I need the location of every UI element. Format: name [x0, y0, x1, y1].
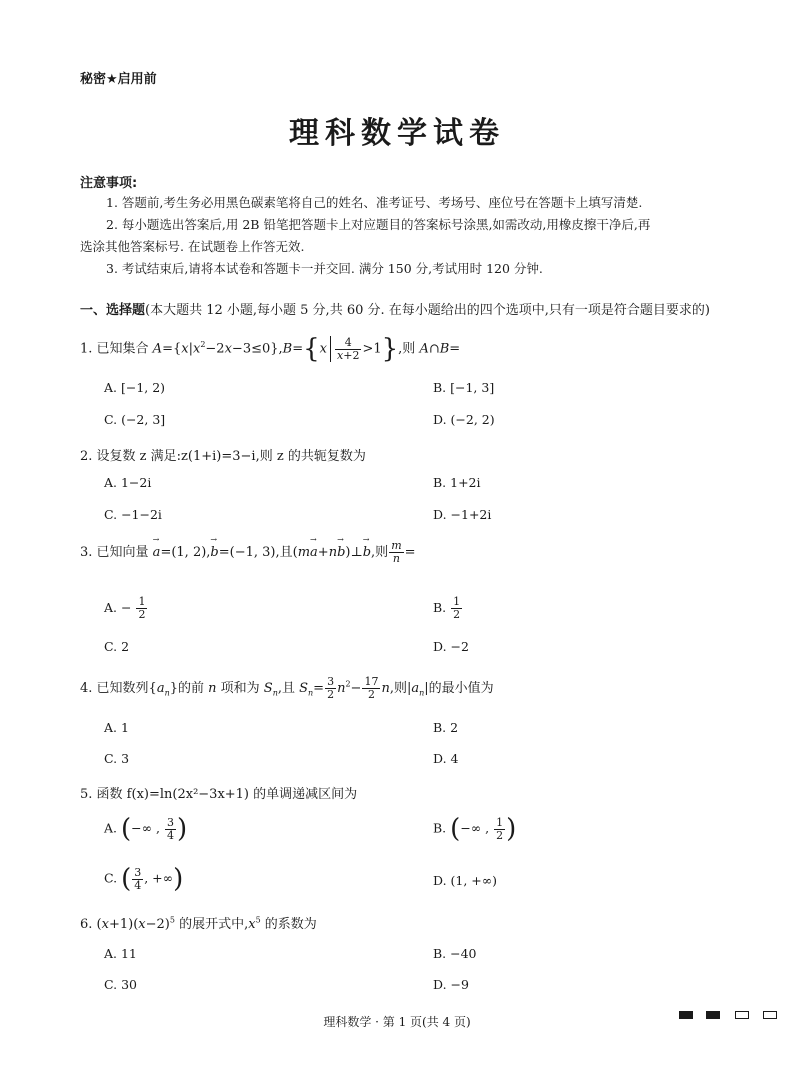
notice-item-1: 1. 答题前,考生务必用黑色碳素笔将自己的姓名、准考证号、考场号、座位号在答题卡上填写清楚.: [106, 195, 643, 210]
question-5-option-d: D. (1, +∞): [433, 873, 498, 888]
question-number: 5.: [80, 787, 93, 802]
question-2-option-b: B. 1+2i: [433, 475, 481, 490]
question-4-option-a: A. 1: [104, 720, 129, 735]
question-4-option-b: B. 2: [433, 720, 459, 735]
question-1-stem: 1. 已知集合 $A=\{x|x^2-2x-3\le 0\},B=\{x$ $\frac{4}{x+2}$ >1},则 A∩B=: [80, 334, 461, 364]
question-5-option-a: A. (−∞ , $\frac{3}{4}$ ): [104, 814, 188, 844]
question-2-option-d: D. −1+2i: [433, 507, 492, 522]
question-6-option-b: B. −40: [433, 946, 477, 961]
notice-heading: 注意事项:: [80, 176, 138, 191]
question-number: 2.: [80, 449, 93, 464]
question-number: 6.: [80, 917, 93, 932]
notice-item-2: 2. 每小题选出答案后,用 2B 铅笔把答题卡上对应题目的答案标号涂黑,如需改动,用橡皮擦干净后,再: [106, 217, 651, 232]
question-number: 1.: [80, 341, 93, 357]
section-desc: (本大题共 12 小题,每小题 5 分,共 60 分. 在每小题给出的四个选项中,只有一项是符合题目要求的): [145, 303, 710, 318]
question-2-option-c: C. −1−2i: [104, 507, 162, 522]
section-name: 一、选择题: [80, 303, 146, 318]
question-4-option-c: C. 3: [104, 751, 130, 766]
question-5-option-c: C. ( $\frac{3}{4}$ , +∞): [104, 864, 184, 894]
question-3-option-b: B. $\frac{1}{2}$: [433, 595, 461, 621]
question-1-option-d: D. (−2, 2): [433, 412, 495, 427]
question-text: 函数 f(x)=ln(2x²−3x+1) 的单调递减区间为: [96, 787, 358, 802]
question-6-stem: 6. $(x+1)(x-2)^5$ 的展开式中$,x^5$ 的系数为: [80, 915, 317, 932]
question-6-option-d: D. −9: [433, 977, 469, 992]
question-3-option-c: C. 2: [104, 639, 130, 654]
question-3-stem: 3. 已知向量 → a=(1, 2),→ b=(−1, 3),且(m→ a+n→ b)⊥→ b,则 $\frac{m}{n}$ =: [80, 540, 416, 565]
question-4-option-d: D. 4: [433, 751, 459, 766]
page-indicator-filled-2: [706, 1011, 720, 1019]
page-indicator-empty-3: [735, 1011, 749, 1019]
question-number: 3.: [80, 545, 93, 560]
question-5-stem: [80, 783, 357, 802]
page-indicator-empty-4: [763, 1011, 777, 1019]
notice-item-2-cont: 选涂其他答案标号. 在试题卷上作答无效.: [80, 239, 305, 254]
notice-item-3: 3. 考试结束后,请将本试卷和答题卡一并交回. 满分 150 分,考试用时 120 分钟.: [106, 261, 543, 276]
question-5-option-b: B. (−∞ , $\frac{1}{2}$ ): [433, 814, 517, 844]
question-1-option-c: C. (−2, 3]: [104, 412, 166, 427]
page-footer: 理科数学 · 第 1 页(共 4 页): [323, 1015, 471, 1029]
question-3-option-a: A. − $\frac{1}{2}$: [104, 595, 146, 621]
question-3-option-d: D. −2: [433, 639, 469, 654]
question-6-option-a: A. 11: [104, 946, 137, 961]
section-heading: [80, 299, 710, 318]
question-1-option-b: B. [−1, 3]: [433, 380, 495, 395]
question-6-option-c: C. 30: [104, 977, 137, 992]
question-text: 设复数 z 满足:z(1+i)=3−i,则 z 的共轭复数为: [96, 449, 366, 464]
confidential-label: 秘密★启用前: [80, 72, 157, 87]
page-indicator-filled-1: [679, 1011, 693, 1019]
question-2-option-a: A. 1−2i: [104, 475, 152, 490]
page-title: 理科数学试卷: [289, 116, 505, 151]
question-1-option-a: A. [−1, 2): [104, 380, 166, 395]
question-2-stem: [80, 445, 366, 464]
question-number: 4.: [80, 681, 93, 696]
question-4-stem: 4. 已知数列$\{a_n\}$的前 n 项和为 $S_n$,且 $S_n=$ $\frac{3}{2}$ $n^2-$ $\frac{17}{2}$ n,则$|a_n|$的最小值为: [80, 675, 494, 701]
